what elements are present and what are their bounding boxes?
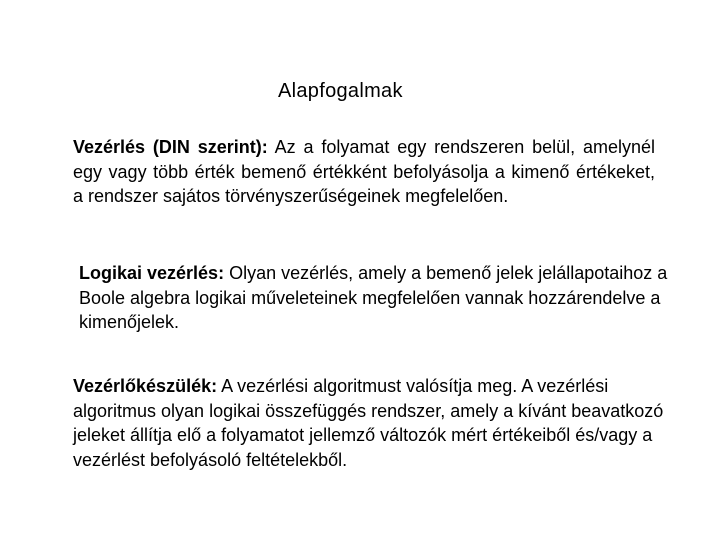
slide-title: Alapfogalmak: [278, 80, 403, 102]
definition-term: Logikai vezérlés:: [79, 263, 225, 283]
definition-text: Az a folyamat egy rendszeren belül, amelynél egy vagy több érték bemenő értékként befolyásolja a kimenő értékeket, a rendszer sajátos törvényszerűségeinek megfelelően.: [73, 137, 655, 206]
definition-controller-device: [73, 374, 673, 472]
definition-logic-control: [79, 261, 679, 335]
definition-text: A vezérlési algoritmust valósítja meg. A vezérlési algoritmus olyan logikai összefüggés rendszer, amely a kívánt beavatkozó jeleket állítja elő a folyamatot jellemző változók mért értékeiből és/vagy a vezérlést befolyásoló feltételekből.: [73, 376, 664, 470]
definition-control-din: [73, 135, 655, 209]
definition-term: Vezérlés (DIN szerint):: [73, 137, 268, 157]
definition-term: Vezérlőkészülék:: [73, 376, 218, 396]
definition-text: Olyan vezérlés, amely a bemenő jelek jelállapotaihoz a Boole algebra logikai műveleteinek megfelelően vannak hozzárendelve a kimenőjelek.: [79, 263, 668, 332]
